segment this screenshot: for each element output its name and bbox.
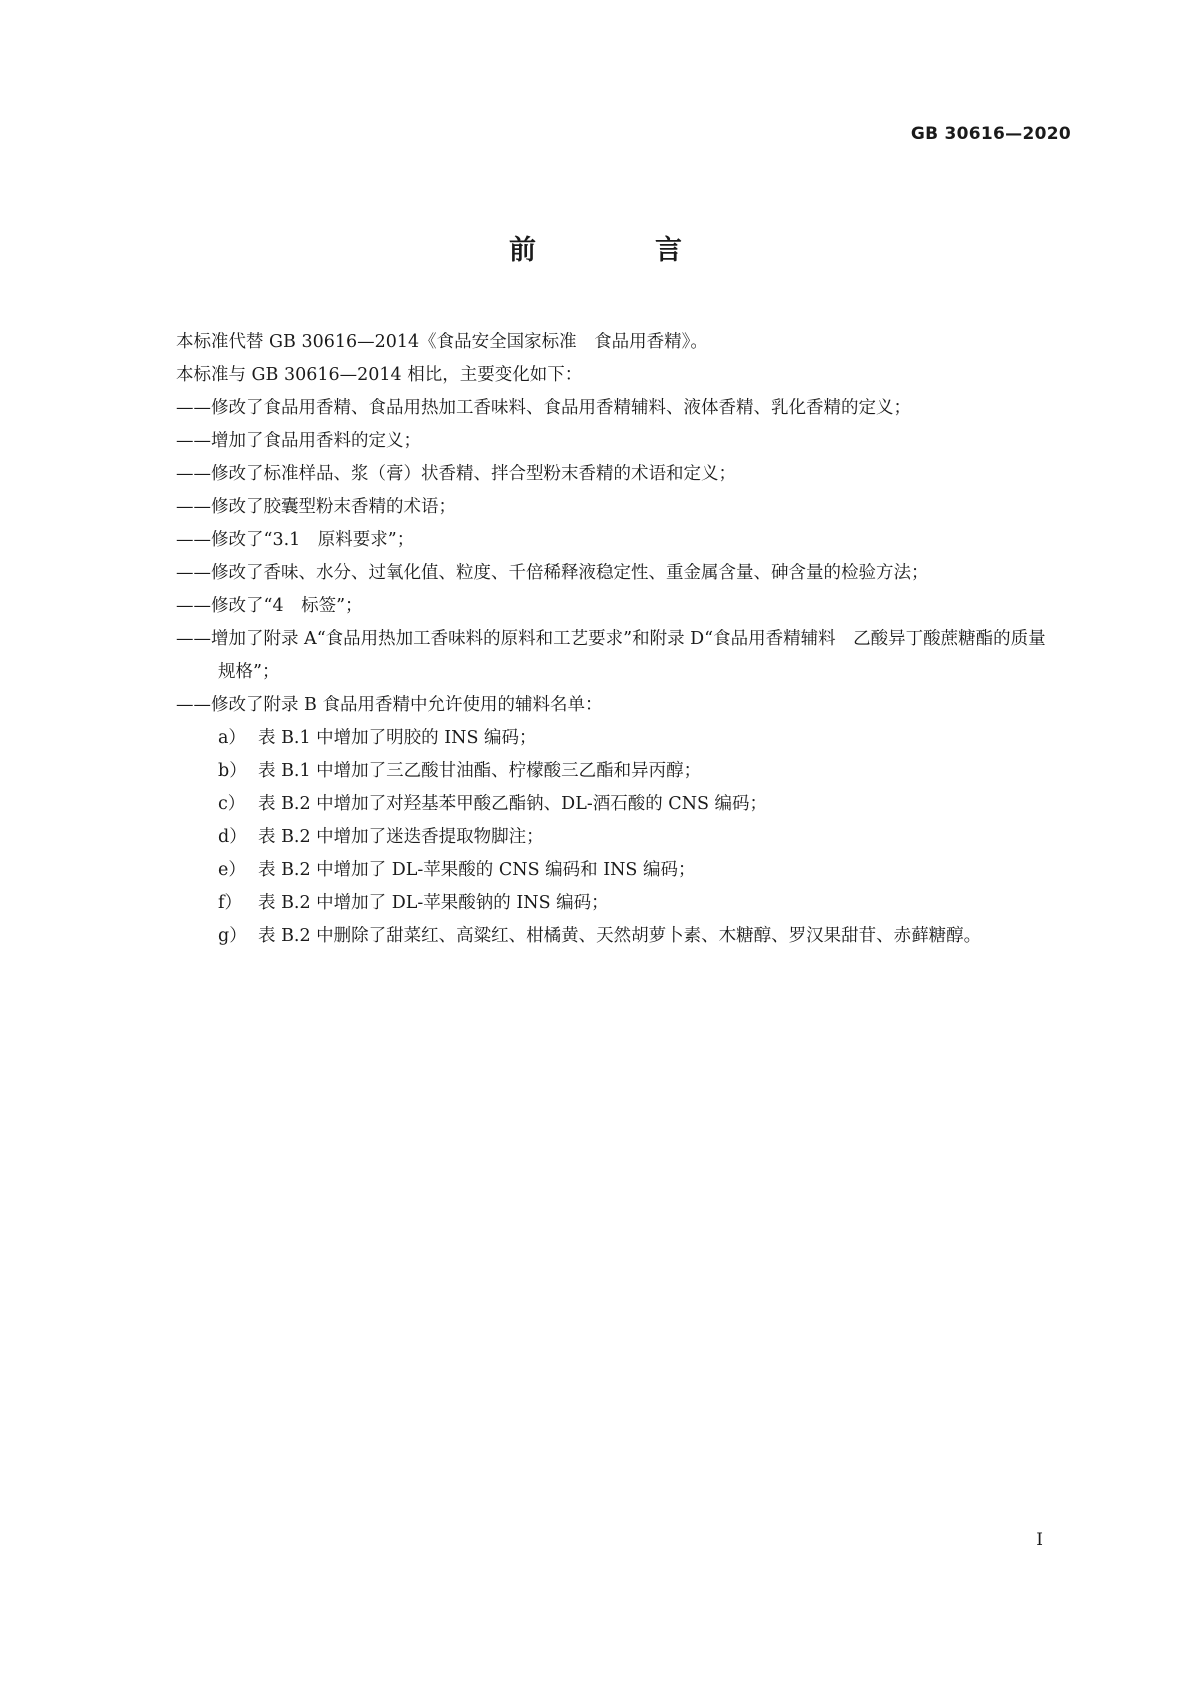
sub-item-label: a） [218, 728, 246, 748]
page-title: 前 言 [509, 235, 728, 266]
sub-item-text: 表 B.1 中增加了明胶的 INS 编码； [258, 728, 537, 748]
sub-item [176, 722, 1056, 755]
sub-item-text: 表 B.2 中增加了 DL-苹果酸钠的 INS 编码； [258, 893, 609, 913]
sub-item-text: 表 B.1 中增加了三乙酸甘油酯、柠檬酸三乙酯和异丙醇； [258, 761, 702, 781]
sub-item-text: 表 B.2 中增加了 DL-苹果酸的 CNS 编码和 INS 编码； [258, 860, 696, 880]
intro-line: 本标准与 GB 30616—2014 相比，主要变化如下： [176, 365, 583, 385]
change-item: ——修改了标准样品、浆（膏）状香精、拌合型粉末香精的术语和定义； [176, 464, 736, 484]
change-item: ——修改了附录 B 食品用香精中允许使用的辅料名单： [176, 695, 603, 715]
sub-item [176, 821, 1056, 854]
sub-item-label: g） [218, 926, 247, 946]
change-item: ——修改了食品用香精、食品用热加工香味料、食品用香精辅料、液体香精、乳化香精的定义； [176, 398, 911, 418]
standard-code: GB 30616—2020 [910, 124, 1071, 144]
sub-item [176, 887, 1056, 920]
sub-item [176, 788, 1056, 821]
change-item: ——增加了食品用香料的定义； [176, 431, 421, 451]
sub-item-label: d） [218, 827, 247, 847]
page-number: I [1036, 1530, 1043, 1550]
intro-line: 本标准代替 GB 30616—2014《食品安全国家标准 食品用香精》。 [176, 332, 708, 352]
sub-item-label: f） [218, 893, 242, 913]
sub-item-label: e） [218, 860, 246, 880]
foreword-body [176, 326, 1056, 953]
sub-item-text: 表 B.2 中删除了甜菜红、高粱红、柑橘黄、天然胡萝卜素、木糖醇、罗汉果甜苷、赤藓糖醇。 [258, 926, 982, 946]
sub-item-text: 表 B.2 中增加了对羟基苯甲酸乙酯钠、DL-酒石酸的 CNS 编码； [258, 794, 768, 814]
sub-item [176, 755, 1056, 788]
sub-item-label: c） [218, 794, 246, 814]
change-item: ——增加了附录 A“食品用热加工香味料的原料和工艺要求”和附录 D“食品用香精辅料 乙酸异丁酸蔗糖酯的质量规格”； [176, 629, 1046, 682]
change-item: ——修改了香味、水分、过氧化值、粒度、千倍稀释液稳定性、重金属含量、砷含量的检验方法； [176, 563, 929, 583]
change-item: ——修改了“3.1 原料要求”； [176, 530, 415, 550]
sub-item-label: b） [218, 761, 247, 781]
sub-item [176, 854, 1056, 887]
sub-item-text: 表 B.2 中增加了迷迭香提取物脚注； [258, 827, 544, 847]
sub-item [176, 920, 1056, 953]
change-item: ——修改了“4 标签”； [176, 596, 363, 616]
change-item: ——修改了胶囊型粉末香精的术语； [176, 497, 456, 517]
